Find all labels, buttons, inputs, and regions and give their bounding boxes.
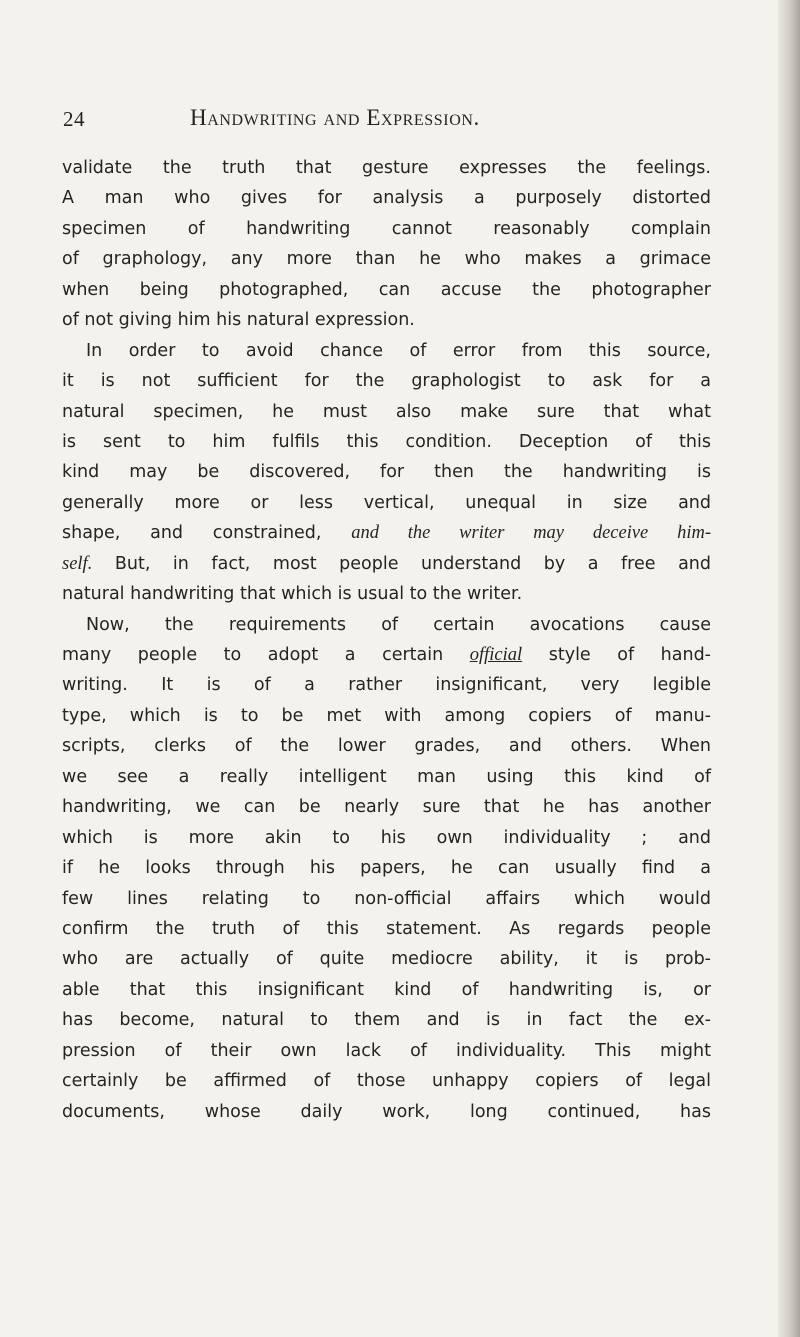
text-line: is sent to him fulfils this condition. Deception of this: [62, 431, 711, 452]
text-line: few lines relating to non-official affairs which would: [62, 888, 711, 909]
text-line: of graphology, any more than he who makes a grimace: [62, 249, 711, 270]
text-line: [62, 518, 711, 548]
text-line: handwriting, we can be nearly sure that he has another: [62, 797, 711, 818]
text-line: [62, 640, 711, 670]
text-line: certainly be affirmed of those unhappy copiers of legal: [62, 1071, 711, 1092]
text-line: of not giving him his natural expression.: [62, 310, 415, 331]
text-line: generally more or less vertical, unequal in size and: [62, 492, 711, 513]
page-header: [0, 103, 800, 143]
page-edge-shadow: [778, 0, 800, 1337]
text-run: shape, and constrained,: [62, 523, 352, 544]
text-run: many people to adopt a certain: [62, 645, 470, 665]
italic-text: self.: [62, 553, 93, 574]
text-line: has become, natural to them and is in fact the ex-: [62, 1010, 711, 1031]
text-line: able that this insignificant kind of handwriting is, or: [62, 979, 711, 1000]
text-line: validate the truth that gesture expresses the feelings.: [62, 158, 711, 178]
text-line: A man who gives for analysis a purposely distorted: [62, 188, 711, 209]
text-run: But, in fact, most people understand by a free and: [92, 553, 711, 574]
body-text: [62, 153, 711, 1127]
text-line: [62, 549, 711, 579]
text-line: it is not sufficient for the graphologist to ask for a: [62, 371, 711, 392]
text-line: if he looks through his papers, he can usually find a: [62, 858, 711, 879]
text-line: pression of their own lack of individuality. This might: [62, 1040, 711, 1061]
paragraph-start-line: Now, the requirements of certain avocations cause: [86, 614, 711, 635]
text-line: who are actually of quite mediocre ability, it is prob-: [62, 949, 711, 970]
paragraph-start-line: In order to avoid chance of error from this source,: [86, 340, 711, 361]
text-line: when being photographed, can accuse the photographer: [62, 279, 711, 300]
underlined-italic-text: official: [469, 645, 523, 665]
text-line: natural handwriting that which is usual to the writer.: [62, 584, 523, 605]
text-line: scripts, clerks of the lower grades, and others. When: [62, 736, 711, 757]
text-line: writing. It is of a rather insignificant, very legible: [62, 675, 711, 696]
text-line: which is more akin to his own individuality ; and: [62, 827, 711, 848]
page-number: 24: [63, 107, 85, 131]
running-head: Handwriting and Expression.: [190, 105, 480, 130]
text-line: natural specimen, he must also make sure that what: [62, 401, 711, 422]
text-line: kind may be discovered, for then the handwriting is: [62, 462, 711, 483]
text-line: specimen of handwriting cannot reasonably complain: [62, 218, 711, 239]
text-line: type, which is to be met with among copiers of manu-: [62, 705, 711, 726]
text-line: confirm the truth of this statement. As regards people: [62, 918, 711, 939]
italic-text: and the writer may deceive him-: [351, 523, 711, 544]
text-run: style of hand-: [522, 645, 711, 665]
text-line: documents, whose daily work, long continued, has: [62, 1101, 711, 1122]
text-line: we see a really intelligent man using this kind of: [62, 766, 711, 787]
